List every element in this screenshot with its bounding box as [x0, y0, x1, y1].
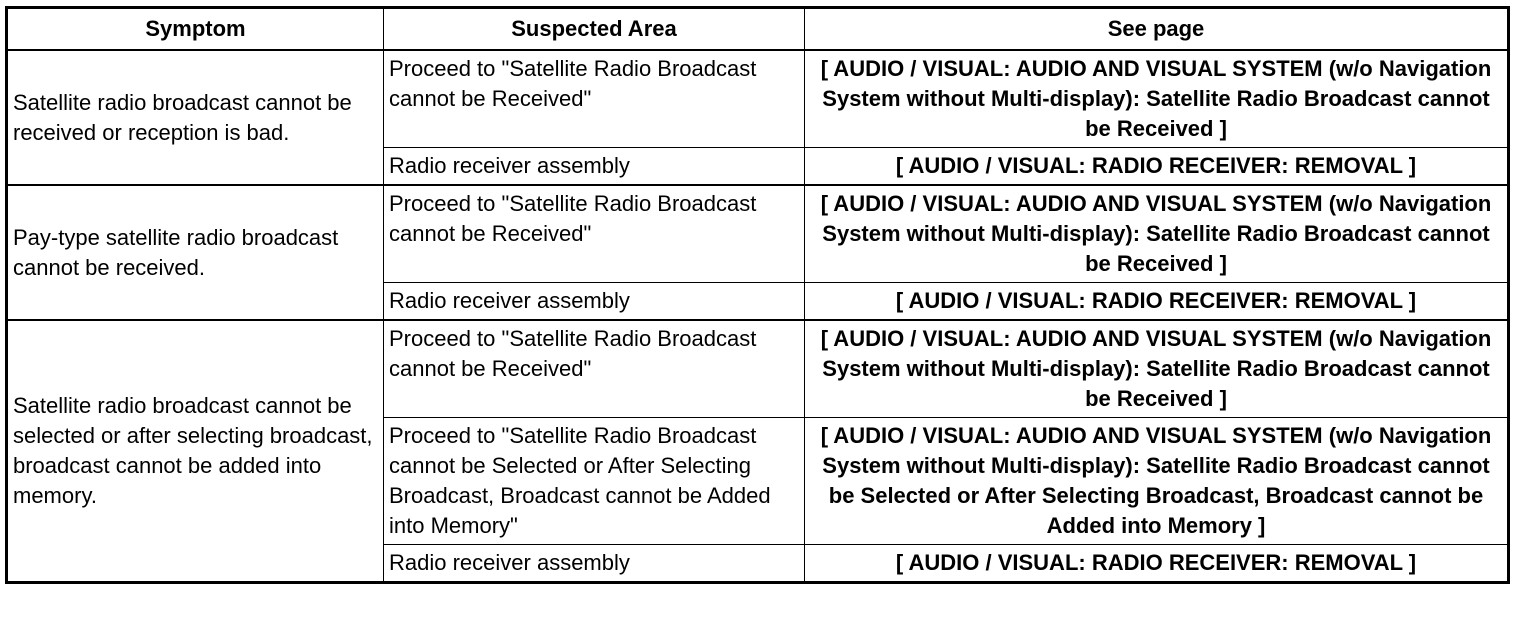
see-page-link[interactable]: [ AUDIO / VISUAL: RADIO RECEIVER: REMOVAL ] [805, 545, 1509, 583]
symptom-cell: Pay-type satellite radio broadcast cannot be received. [7, 185, 384, 320]
symptom-cell: Satellite radio broadcast cannot be received or reception is bad. [7, 50, 384, 185]
table-row [7, 50, 1509, 148]
see-page-link[interactable]: [ AUDIO / VISUAL: AUDIO AND VISUAL SYSTEM (w/o Navigation System without Multi-display): Satellite Radio Broadcast cannot be Received ] [805, 320, 1509, 418]
header-see-page: See page [805, 8, 1509, 51]
troubleshooting-table-container [5, 6, 1507, 584]
see-page-link[interactable]: [ AUDIO / VISUAL: AUDIO AND VISUAL SYSTEM (w/o Navigation System without Multi-display): Satellite Radio Broadcast cannot be Received ] [805, 50, 1509, 148]
see-page-link[interactable]: [ AUDIO / VISUAL: AUDIO AND VISUAL SYSTEM (w/o Navigation System without Multi-display): Satellite Radio Broadcast cannot be Received ] [805, 185, 1509, 283]
suspected-area-cell: Proceed to "Satellite Radio Broadcast cannot be Selected or After Selecting Broadcast, Broadcast cannot be Added into Memory" [384, 418, 805, 545]
see-page-link[interactable]: [ AUDIO / VISUAL: RADIO RECEIVER: REMOVAL ] [805, 283, 1509, 321]
troubleshooting-table [5, 6, 1510, 584]
suspected-area-cell: Proceed to "Satellite Radio Broadcast cannot be Received" [384, 185, 805, 283]
suspected-area-cell: Radio receiver assembly [384, 148, 805, 186]
table-row [7, 320, 1509, 418]
header-symptom: Symptom [7, 8, 384, 51]
header-row [7, 8, 1509, 51]
header-suspected-area: Suspected Area [384, 8, 805, 51]
suspected-area-cell: Radio receiver assembly [384, 545, 805, 583]
suspected-area-cell: Proceed to "Satellite Radio Broadcast cannot be Received" [384, 50, 805, 148]
see-page-link[interactable]: [ AUDIO / VISUAL: AUDIO AND VISUAL SYSTEM (w/o Navigation System without Multi-display): Satellite Radio Broadcast cannot be Selected or After Selecting Broadcast, Broadcast cannot be Added into Memory ] [805, 418, 1509, 545]
see-page-link[interactable]: [ AUDIO / VISUAL: RADIO RECEIVER: REMOVAL ] [805, 148, 1509, 186]
suspected-area-cell: Radio receiver assembly [384, 283, 805, 321]
table-row [7, 185, 1509, 283]
suspected-area-cell: Proceed to "Satellite Radio Broadcast cannot be Received" [384, 320, 805, 418]
symptom-cell: Satellite radio broadcast cannot be selected or after selecting broadcast, broadcast cannot be added into memory. [7, 320, 384, 583]
